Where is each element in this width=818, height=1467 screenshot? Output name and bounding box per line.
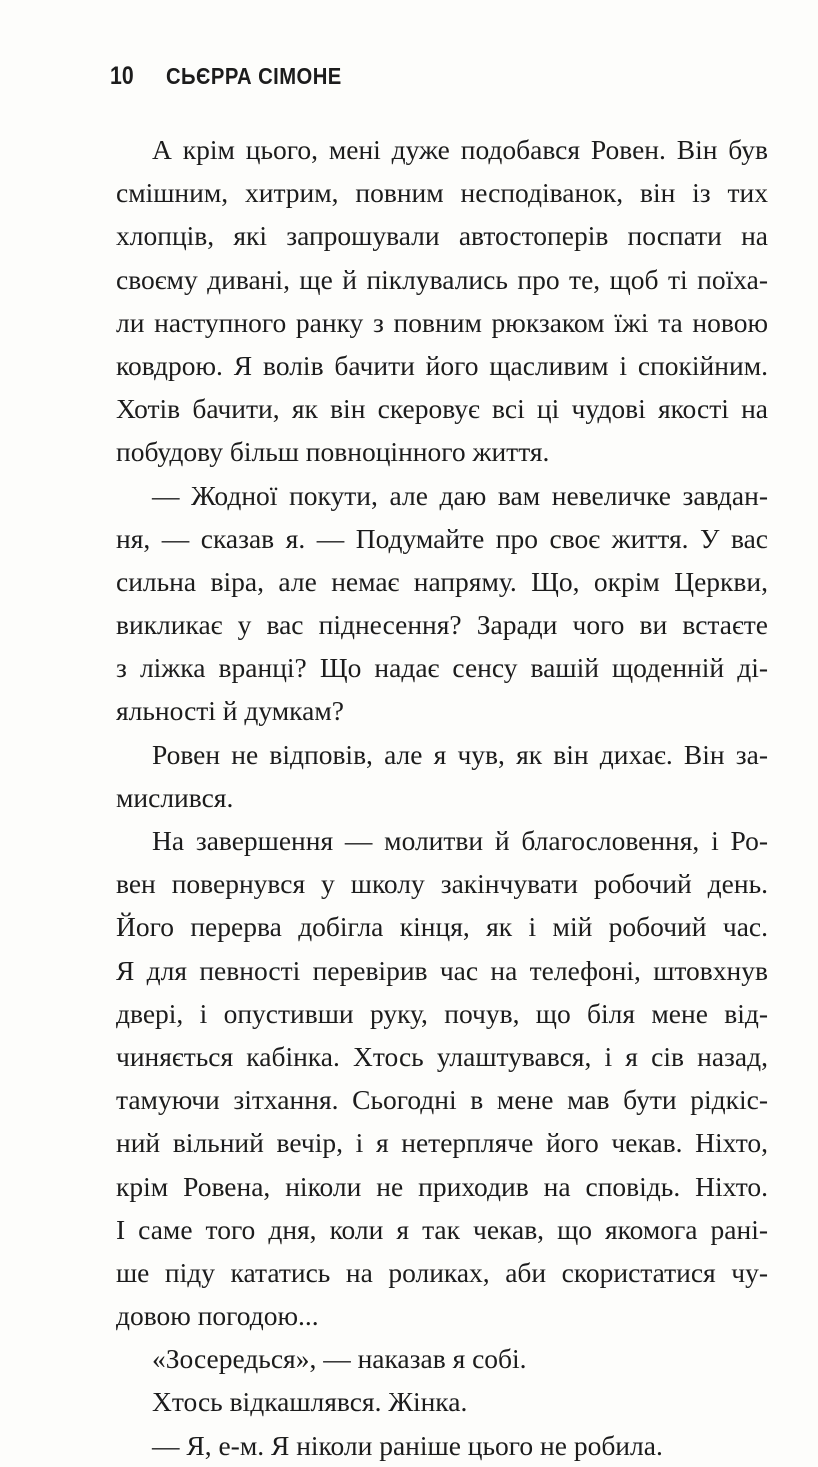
text-line: яльності й думкам? — [116, 695, 344, 727]
text-line: ний вільний вечір, і я нетерпляче його чекав. Ніхто, — [116, 1127, 768, 1159]
text-line: чиняється кабінка. Хтось улаштувався, і я сів назад, — [116, 1040, 768, 1072]
text-line: — Жодної покути, але даю вам невеличке завдан- — [152, 479, 768, 511]
body-text — [116, 128, 768, 1467]
text-line: сильна віра, але немає напряму. Що, окрім Церкви, — [116, 565, 768, 597]
author-name: СЬЄРРА СІМОНЕ — [165, 63, 342, 89]
text-line: ли наступного ранку з повним рюкзаком їжі та новою — [116, 306, 768, 338]
text-line: А крім цього, мені дуже подобався Ровен. Він був — [152, 134, 768, 165]
text-line: ковдрою. Я волів бачити його щасливим і спокійним. — [116, 349, 768, 381]
text-line: — Я, е-м. Я ніколи раніше цього не робила. — [152, 1429, 663, 1461]
text-line: своєму дивані, ще й піклувались про те, щоб ті поїха- — [116, 263, 768, 295]
text-line: Хтось відкашлявся. Жінка. — [152, 1386, 468, 1418]
text-line: крім Ровена, ніколи не приходив на сповідь. Ніхто. — [116, 1170, 768, 1202]
text-line: тамуючи зітхання. Сьогодні в мене мав бути рідкіс- — [116, 1084, 768, 1116]
text-line: хлопців, які запрошували автостоперів поспати на — [116, 220, 768, 252]
text-line: ше піду кататись на роликах, аби скористатися чу- — [116, 1256, 768, 1288]
text-line: Його перерва добігла кінця, як і мій робочий час. — [116, 911, 768, 943]
page-number: 10 — [110, 62, 134, 90]
text-line: вен повернувся у школу закінчувати робочий день. — [116, 868, 768, 900]
text-line: «Зосередься», — наказав я собі. — [152, 1343, 527, 1375]
text-line: ня, — сказав я. — Подумайте про своє життя. У вас — [116, 522, 768, 554]
text-line: двері, і опустивши руку, почув, що біля мене від- — [116, 997, 768, 1029]
text-line: побудову більш повноцінного життя. — [116, 436, 550, 468]
text-line: смішним, хитрим, повним несподіванок, він із тих — [116, 177, 768, 209]
text-line: викликає у вас піднесення? Заради чого ви встаєте — [116, 609, 768, 641]
text-line: довою погодою... — [116, 1300, 319, 1332]
text-line: Ровен не відповів, але я чув, як він дихає. Він за- — [152, 738, 768, 770]
text-line: Я для певності перевірив час на телефоні, штовхнув — [116, 954, 768, 986]
text-line: з ліжка вранці? Що надає сенсу вашій щоденній ді- — [116, 652, 768, 684]
running-head — [110, 62, 365, 96]
text-line: На завершення — молитви й благословення, і Ро- — [152, 825, 768, 856]
text-line: Хотів бачити, як він скеровує всі ці чудові якості на — [116, 393, 768, 425]
text-line: мислився. — [116, 781, 234, 813]
text-line: І саме того дня, коли я так чекав, що якомога рані- — [116, 1213, 768, 1245]
